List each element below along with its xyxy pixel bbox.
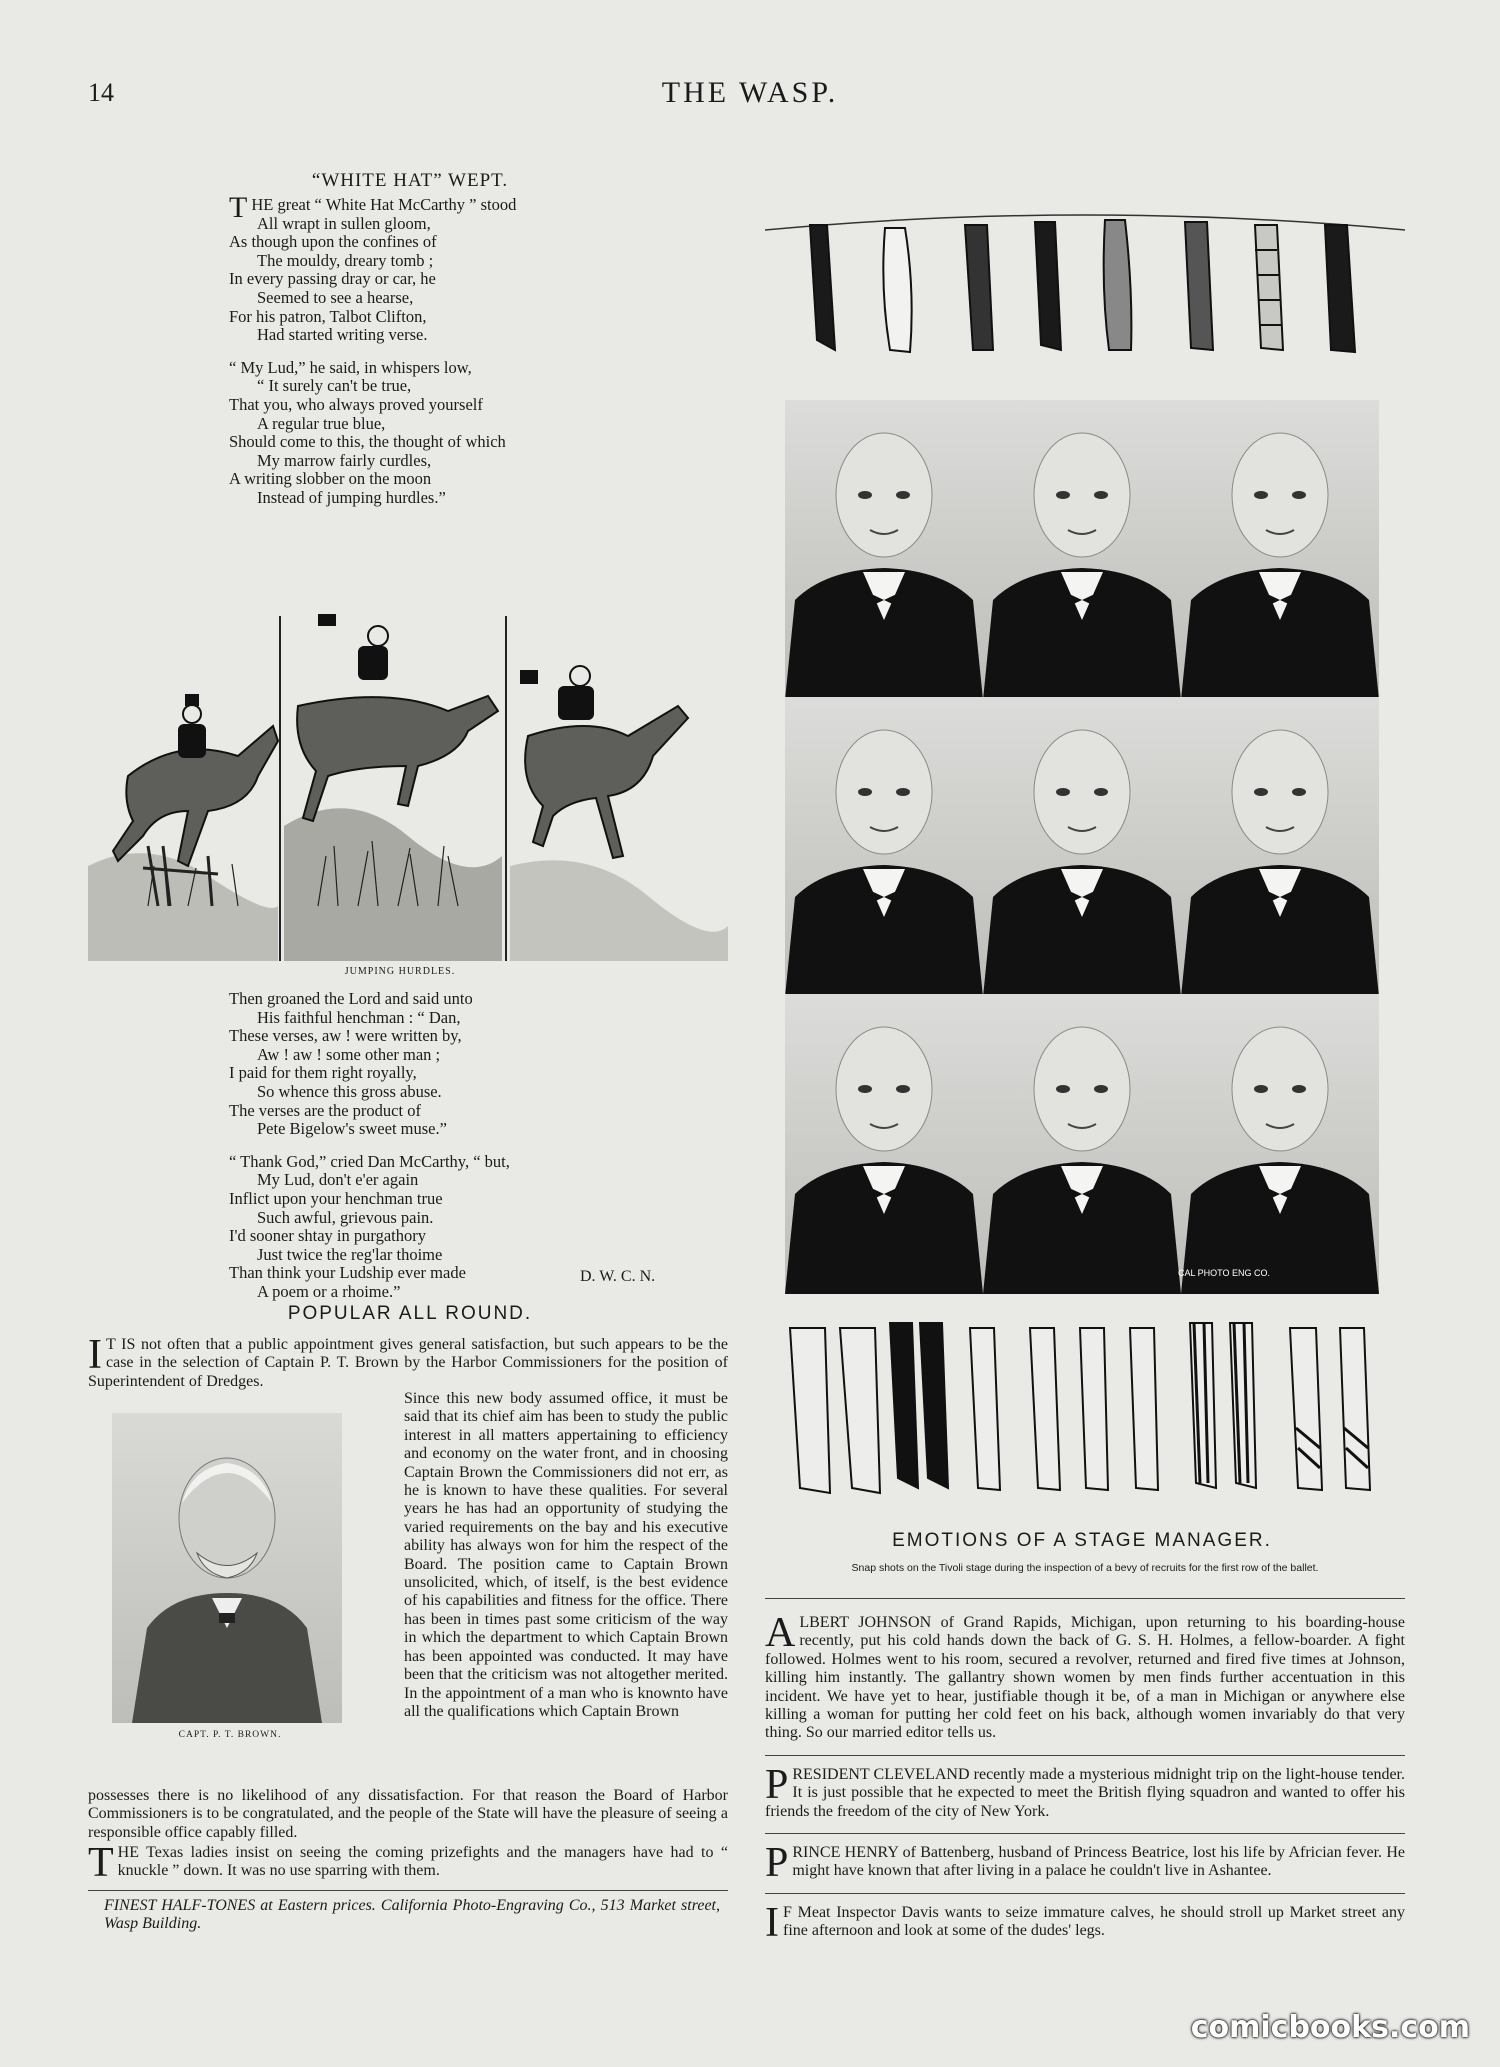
masthead: THE WASP. <box>661 76 839 109</box>
legs-illustration-top <box>765 200 1405 370</box>
poem-signature: D. W. C. N. <box>580 1268 656 1285</box>
poem-line: Should come to this, the thought of which <box>229 432 506 452</box>
poem-line: Than think your Ludship ever made <box>229 1263 466 1283</box>
poem-line: As though upon the confines of <box>229 232 437 252</box>
divider <box>765 1893 1405 1894</box>
popular-lead: I T IS not often that a public appointment gives general satisfaction, but such appears to be the case in the selection of Captain P. T. Brown by the Harbor Commissioners for the position of Superintendent of Dredges. <box>88 1332 728 1390</box>
news-item: I F Meat Inspector Davis wants to seize immature calves, he should stroll up Market street any fine afternoon and look at some of the dudes' legs. <box>765 1899 1405 1946</box>
engraver-mark: CAL PHOTO ENG CO. <box>1178 1268 1271 1278</box>
news-item: ALBERT JOHNSON of Grand Rapids, Michigan, upon returning to his boarding-house recently, put his cold hands down the back of G. S. H. Holmes, a fellow-boarder. A fight followed. Holmes went to his room, secured a revolver, returned and fired five times at Johnson, killing him instantly. The gallantry shown women by men finds further accentuation in this incident. We have yet to hear, justifiable though it be, of a man in Michigan or anywhere else killing a woman for putting her cold feet on his back, although women invariably do that very thing. So our married editor tells us. <box>765 1610 1405 1742</box>
poem-line: I paid for them right royally, <box>229 1063 417 1083</box>
dropcap: A <box>765 1610 796 1656</box>
poem-line: Then groaned the Lord and said unto <box>229 989 473 1008</box>
stage-manager-photo <box>983 994 1181 1294</box>
poem-line: A regular true blue, <box>257 413 386 433</box>
poem-line: The verses are the product of <box>229 1100 421 1120</box>
jumping-hurdles-illustration <box>88 606 728 966</box>
poem-stanza-1 <box>229 191 517 522</box>
poem-line: “ Thank God,” cried Dan McCarthy, “ but, <box>229 1151 510 1171</box>
news-items <box>765 1610 1405 1953</box>
stage-manager-photo <box>1181 994 1379 1294</box>
poem-line: THE great “ White Hat McCarthy ” stood <box>229 191 517 224</box>
poem-line: All wrapt in sullen gloom, <box>257 213 431 233</box>
poem-line: A poem or a rhoime.” <box>257 1281 401 1301</box>
news-item: PRESIDENT CLEVELAND recently made a mysterious midnight trip on the light-house tender. It is just possible that he expected to meet the British flying squadron and wanted to offer his friends the freedom of the city of New York. <box>765 1761 1405 1820</box>
poem-line: My marrow fairly curdles, <box>257 450 432 470</box>
poem-line: In every passing dray or car, he <box>229 269 436 289</box>
dropcap: I <box>765 1899 779 1946</box>
divider <box>765 1833 1405 1834</box>
page-number: 14 <box>88 78 114 107</box>
stage-manager-photo <box>983 697 1181 997</box>
photo-grid-cells <box>785 400 1379 1290</box>
captain-brown-portrait <box>112 1413 342 1723</box>
poem-line: Instead of jumping hurdles.” <box>257 487 446 507</box>
stage-manager-photo <box>983 400 1181 700</box>
poem-line: Such awful, grievous pain. <box>257 1207 434 1227</box>
stage-manager-photo <box>785 994 983 1294</box>
poem-line: Just twice the reg'lar thoime <box>257 1244 443 1264</box>
stage-title: EMOTIONS OF A STAGE MANAGER. <box>892 1530 1272 1551</box>
stage-manager-photo <box>785 697 983 997</box>
dropcap: I <box>88 1332 102 1378</box>
poem-title: “WHITE HAT” WEPT. <box>311 170 509 191</box>
stage-manager-photo <box>785 400 983 700</box>
poem-line: That you, who always proved yourself <box>229 394 483 414</box>
dropcap: T <box>229 191 248 224</box>
poem-stanza-3 <box>229 990 510 1316</box>
poem-line: The mouldy, dreary tomb ; <box>257 250 434 270</box>
poem-line: Seemed to see a hearse, <box>257 287 414 307</box>
poem-line: “ It surely can't be true, <box>257 376 412 396</box>
poem-line: So whence this gross abuse. <box>257 1081 442 1101</box>
divider <box>765 1598 1405 1599</box>
illustration-caption: JUMPING HURDLES. <box>344 966 456 977</box>
poem-line: Aw ! aw ! some other man ; <box>257 1044 441 1064</box>
poem-line: His faithful henchman : “ Dan, <box>257 1007 461 1027</box>
popular-title: POPULAR ALL ROUND. <box>287 1303 533 1324</box>
news-item: PRINCE HENRY of Battenberg, husband of Princess Beatrice, lost his life by Africian fever. He might have known that after living in a palace he couldn't live in Ashantee. <box>765 1840 1405 1887</box>
halftone-ad: FINEST HALF-TONES at Eastern prices. California Photo-Engraving Co., 513 Market street, Wasp Building. <box>104 1897 720 1933</box>
watermark: comicbooks.com <box>1190 2010 1470 2045</box>
stage-manager-photo <box>1181 697 1379 997</box>
stage-subtitle: Snap shots on the Tivoli stage during the inspection of a bevy of recruits for the first row of the ballet. <box>851 1562 1319 1574</box>
stage-manager-photo <box>1181 400 1379 700</box>
portrait-caption: CAPT. P. T. BROWN. <box>178 1730 282 1740</box>
legs-illustration-bottom <box>780 1318 1390 1518</box>
dropcap: P <box>765 1761 789 1808</box>
dropcap: P <box>765 1840 789 1887</box>
poem-line: These verses, aw ! were written by, <box>229 1026 462 1046</box>
texas-item: THE Texas ladies insist on seeing the coming prizefights and the managers have had to “ knuckle ” down. It was no use sparring with them. <box>88 1840 728 1886</box>
poem-line: Had started writing verse. <box>257 325 428 345</box>
popular-column: Since this new body assumed office, it must be said that its chief aim has been to study the public interest in all matters appertaining to efficiency and economy on the water front, and in choosing Captain Brown the Commissioners did not err, as he is known to have these qualities. For several years he has had an opportunity of studying the varied requirements on the bay and his executive ability has always won for him the respect of the Board. The position came to Captain Brown unsolicited, which, of itself, is the best evidence of his capabilities and fitness for the office. There has been in times past some criticism of the way in which the department to which Captain Brown has been appointed was conducted. It may have been that the criticism was not altogether merited. In the appointment of a man who is knownto have all the qualifications which Captain Brown <box>404 1390 728 1720</box>
divider <box>88 1890 728 1891</box>
divider <box>765 1755 1405 1756</box>
poem-line: My Lud, don't e'er again <box>257 1170 419 1190</box>
popular-tail: possesses there is no likelihood of any dissatisfaction. For that reason the Board of Harbor Commissioners is to be congratulated, and the people of the State will have the pleasure of seeing a responsible office capably filled. <box>88 1787 728 1841</box>
poem-line: I'd sooner shtay in purgathory <box>229 1226 426 1246</box>
poem-line: Pete Bigelow's sweet muse.” <box>257 1119 447 1139</box>
poem-line: Inflict upon your henchman true <box>229 1188 443 1208</box>
poem-line: A writing slobber on the moon <box>229 469 432 489</box>
poem-line: For his patron, Talbot Clifton, <box>229 306 427 326</box>
poem-line: “ My Lud,” he said, in whispers low, <box>229 357 472 377</box>
